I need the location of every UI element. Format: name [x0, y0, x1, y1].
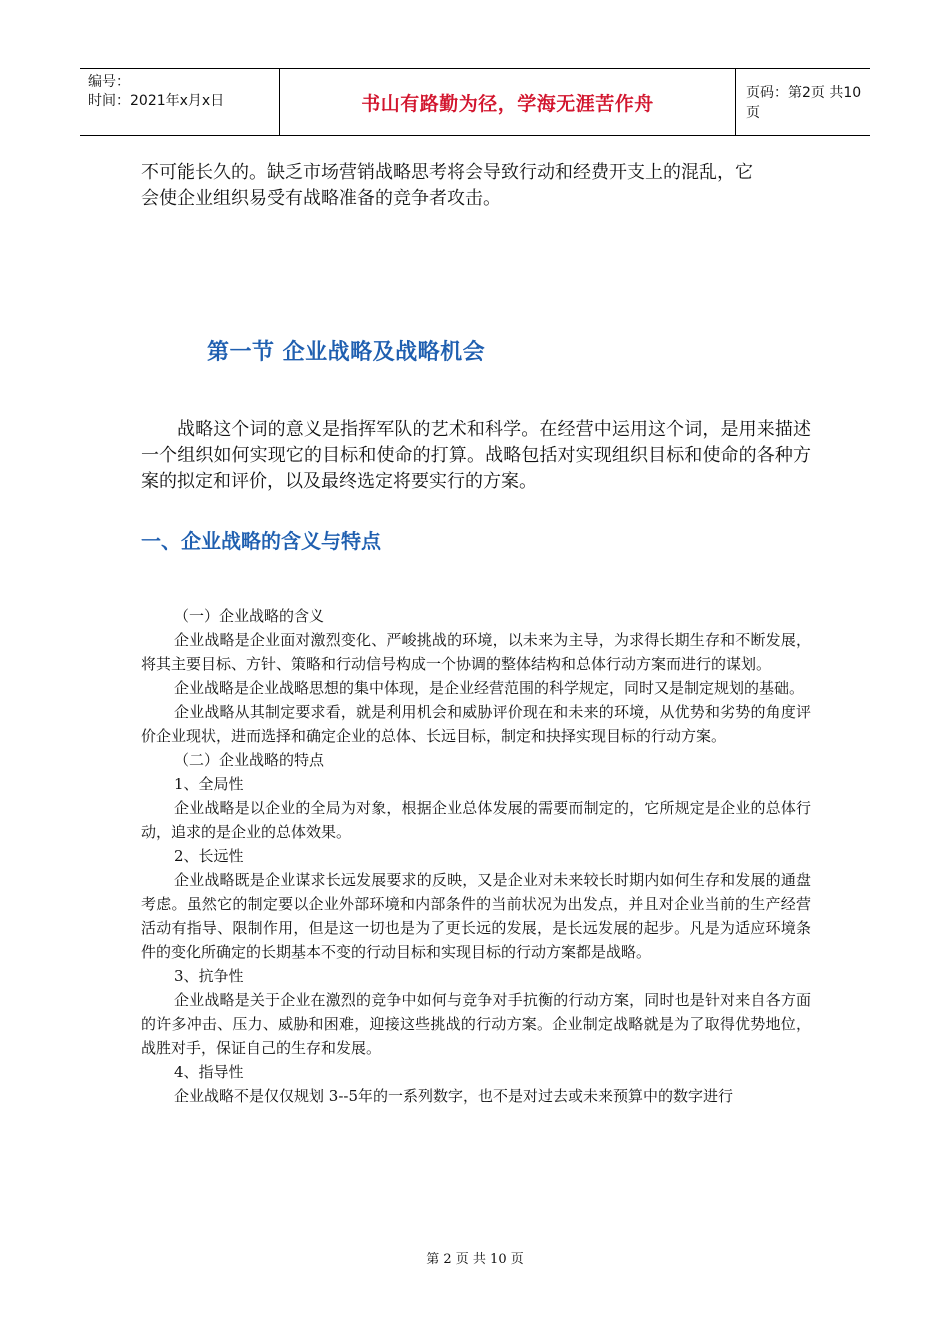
header-motto: 书山有路勤为径，学海无涯苦作舟	[361, 92, 654, 115]
paragraph: 企业战略是关于企业在激烈的竞争中如何与竞争对手抗衡的行动方案，同时也是针对来自各方面的许多冲击、压力、威胁和困难，迎接这些挑战的行动方案。企业制定战略就是为了取得优势地位，战胜对手，保证自己的生存和发展。	[141, 991, 811, 1057]
section-intro-paragraph: 战略这个词的意义是指挥军队的艺术和科学。在经营中运用这个词，是用来描述一个组织如何实现它的目标和使命的打算。战略包括对实现组织目标和使命的各种方案的拟定和评价，以及最终选定将要实行的方案。	[141, 419, 811, 492]
feature-label: 3、抗争性	[174, 967, 244, 985]
paragraph: 企业战略既是企业谋求长远发展要求的反映，又是企业对未来较长时期内如何生存和发展的通盘考虑。虽然它的制定要以企业外部环境和内部条件的当前状况为出发点，并且对企业当前的生产经营活动有指导、限制作用，但是这一切也是为了更长远的发展，是长远发展的起步。凡是为适应环境条件的变化所确定的长期基本不变的行动目标和实现目标的行动方案都是战略。	[141, 871, 811, 961]
header-page-info: 页码：第2页 共10页	[746, 85, 862, 121]
paragraph: 企业战略从其制定要求看，就是利用机会和威胁评价现在和未来的环境，从优势和劣势的角度评价企业现状，进而选择和确定企业的总体、长远目标，制定和抉择实现目标的行动方案。	[141, 703, 811, 745]
feature-label: 1、全局性	[174, 775, 244, 793]
body-text	[141, 604, 811, 1108]
page-footer: 第 2 页 共 10 页	[426, 1252, 524, 1267]
heading-1: 一、企业战略的含义与特点	[141, 529, 381, 553]
header-motto-cell	[280, 69, 736, 135]
intro-line-1: 不可能长久的。缺乏市场营销战略思考将会导致行动和经费开支上的混乱，它	[141, 162, 753, 183]
header-table	[80, 68, 870, 136]
intro-line-2: 会使企业组织易受有战略准备的竞争者攻击。	[141, 188, 501, 209]
paragraph: 企业战略是以企业的全局为对象，根据企业总体发展的需要而制定的，它所规定是企业的总体行动，追求的是企业的总体效果。	[141, 799, 811, 841]
subheading-features: （二）企业战略的特点	[174, 751, 325, 769]
paragraph: 企业战略是企业面对激烈变化、严峻挑战的环境，以未来为主导，为求得长期生存和不断发展，将其主要目标、方针、策略和行动信号构成一个协调的整体结构和总体行动方案而进行的谋划。	[141, 631, 811, 673]
section-title: 第一节 企业战略及战略机会	[207, 340, 486, 365]
time-label: 时间：2021年x月x日	[88, 93, 225, 109]
feature-label: 4、指导性	[174, 1063, 244, 1081]
paragraph: 企业战略是企业战略思想的集中体现，是企业经营范围的科学规定，同时又是制定规划的基础。	[174, 679, 805, 697]
header-meta	[80, 69, 280, 135]
paragraph: 企业战略不是仅仅规划 3--5年的一系列数字，也不是对过去或未来预算中的数字进行	[174, 1087, 733, 1105]
feature-label: 2、长远性	[174, 847, 244, 865]
number-label: 编号：	[88, 74, 130, 90]
subheading-meaning: （一）企业战略的含义	[174, 607, 325, 625]
